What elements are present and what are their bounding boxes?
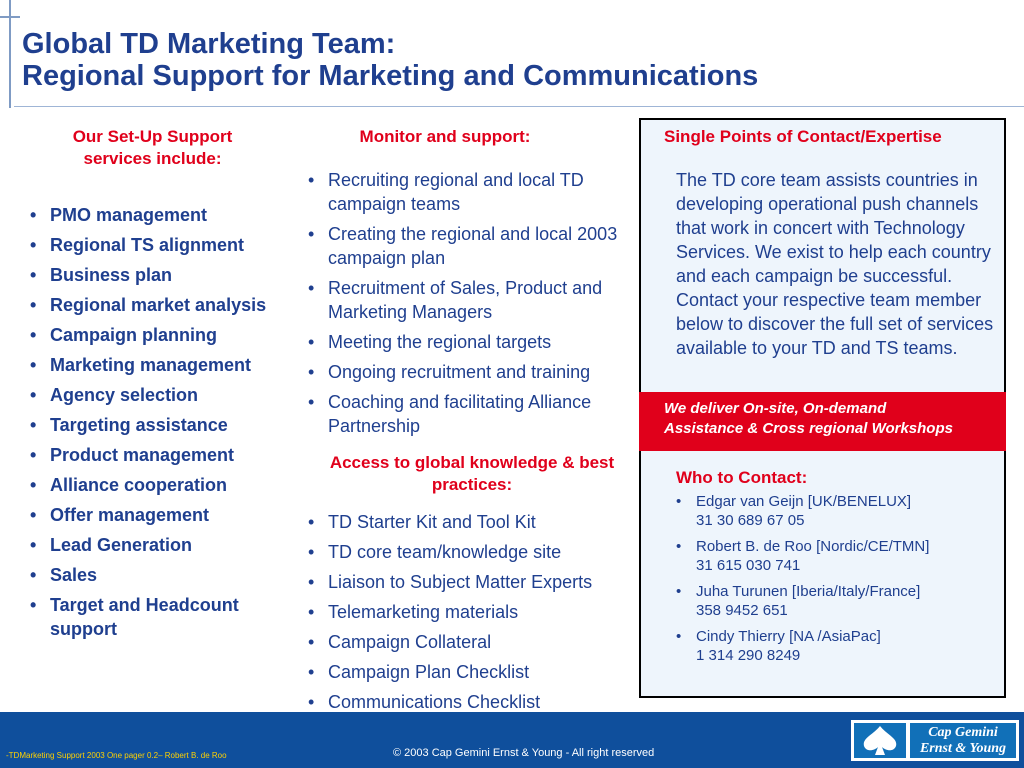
contact-item [676,582,996,620]
list-item: • Campaign planning [30,323,305,347]
list-item: • Sales [30,563,305,587]
contact-name: • Juha Turunen [Iberia/Italy/France] [696,583,921,600]
setup-services-list [30,203,305,647]
delivery-banner-text [664,399,1004,439]
contact-item [676,492,996,530]
page-title [22,28,758,92]
list-item: • Recruitment of Sales, Product and Marketing Managers [308,276,626,324]
decorative-horizontal-line [0,16,20,18]
spade-emblem-icon [854,723,906,758]
list-item: • Telemarketing materials [308,600,626,624]
list-item: • Creating the regional and local 2003 campaign plan [308,222,626,270]
footer-document-info: -TDMarketing Support 2003 One pager 0.2– Robert B. de Roo [6,751,227,760]
banner-line-2: Assistance & Cross regional Workshops [664,420,953,437]
contact-name: • Robert B. de Roo [Nordic/CE/TMN] [696,538,930,555]
list-item: • Liaison to Subject Matter Experts [308,570,626,594]
list-item: • Communications Checklist [308,690,626,714]
contact-list [676,492,996,672]
contact-item [676,537,996,575]
list-item: • Targeting assistance [30,413,305,437]
list-item: • Ongoing recruitment and training [308,360,626,384]
list-item: • Marketing management [30,353,305,377]
core-team-description: The TD core team assists countries in developing operational push channels that work in concert with Technology Services. We exist to help each country and each campaign be successful. Contact your respective team member below to discover the full set of services available to your TD and TS teams. [676,170,994,358]
list-item: • Agency selection [30,383,305,407]
list-item: • Offer management [30,503,305,527]
list-item: • TD Starter Kit and Tool Kit [308,510,626,534]
list-item: • Product management [30,443,305,467]
list-item: • Business plan [30,263,305,287]
banner-line-1: We deliver On-site, On-demand [664,400,887,417]
list-item: • Lead Generation [30,533,305,557]
contact-phone: 358 9452 651 [696,602,788,619]
contact-name: • Cindy Thierry [NA /AsiaPac] [696,628,881,645]
company-logo [851,720,1019,761]
logo-wordmark [910,723,1016,758]
contact-name: • Edgar van Geijn [UK/BENELUX] [696,493,912,510]
monitor-support-list [308,168,626,444]
who-to-contact-heading: Who to Contact: [676,468,808,487]
list-item: • Target and Headcount support [30,593,305,641]
title-line-2: Regional Support for Marketing and Communications [22,60,759,92]
logo-line-2: Ernst & Young [919,741,1007,756]
list-item: • Campaign Plan Checklist [308,660,626,684]
list-item: • Alliance cooperation [30,473,305,497]
global-knowledge-list [308,510,626,720]
list-item: • Regional TS alignment [30,233,305,257]
global-knowledge-heading: Access to global knowledge & best practices: [329,453,615,494]
list-item: • PMO management [30,203,305,227]
list-item: • Coaching and facilitating Alliance Partnership [308,390,626,438]
list-item: • Meeting the regional targets [308,330,626,354]
title-line-1: Global TD Marketing Team: [22,28,396,60]
contact-phone: 1 314 290 8249 [696,647,801,664]
list-item: • TD core team/knowledge site [308,540,626,564]
contact-item [676,627,996,665]
list-item: • Regional market analysis [30,293,305,317]
single-points-heading: Single Points of Contact/Expertise [664,127,942,146]
list-item: • Recruiting regional and local TD campaign teams [308,168,626,216]
monitor-support-heading: Monitor and support: [359,127,531,146]
list-item: • Campaign Collateral [308,630,626,654]
title-divider [14,106,1024,107]
footer-copyright: © 2003 Cap Gemini Ernst & Young - All right reserved [393,747,655,759]
contact-phone: 31 30 689 67 05 [696,512,805,529]
logo-line-1: Cap Gemini [928,725,998,740]
setup-services-heading: Our Set-Up Support services include: [72,127,233,168]
contact-phone: 31 615 030 741 [696,557,801,574]
